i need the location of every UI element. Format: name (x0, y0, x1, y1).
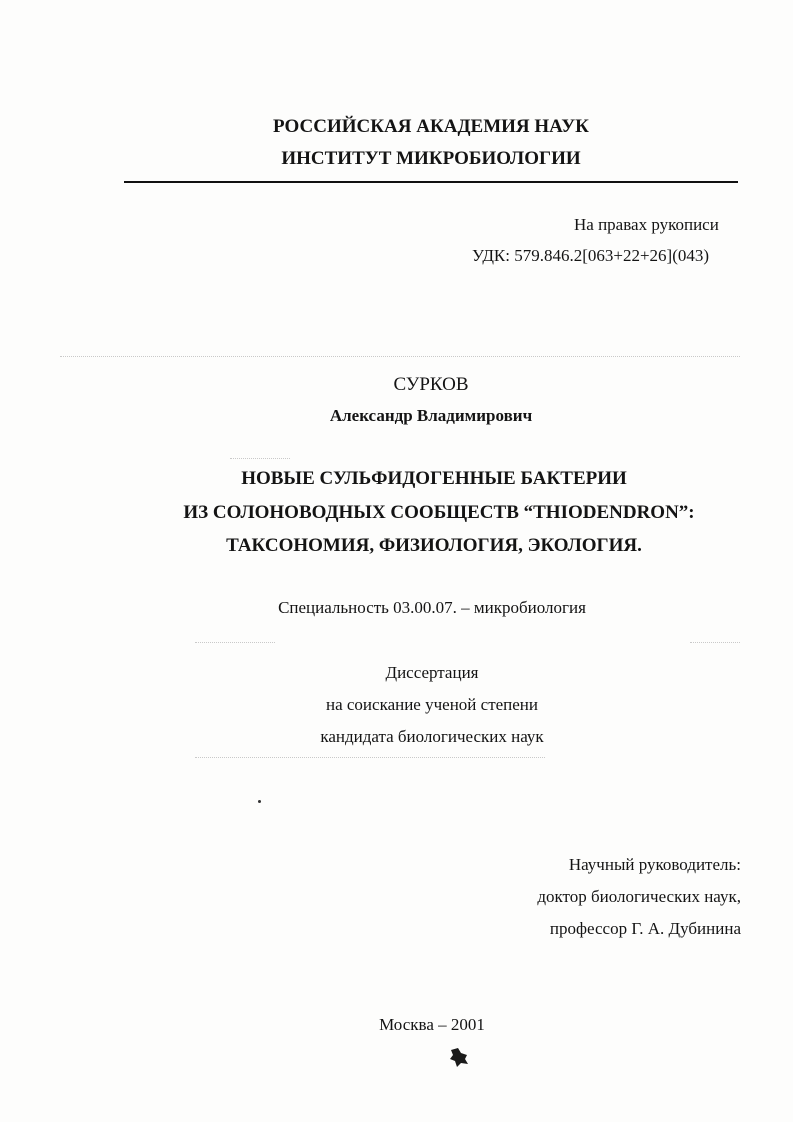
degree-name: кандидата биологических наук (320, 727, 544, 746)
scan-artifact-line (60, 356, 740, 358)
supervisor-name: профессор Г. А. Дубинина (549, 919, 741, 938)
scan-artifact-line (195, 757, 545, 759)
manuscript-rights-label: На правах рукописи (574, 215, 719, 234)
dissertation-title-line-2: ИЗ СОЛОНОВОДНЫХ СООБЩЕСТВ “THIODENDRON”: (183, 502, 695, 523)
supervisor-label: Научный руководитель: (568, 855, 741, 874)
scan-artifact-line (690, 642, 740, 644)
scan-artifact-line (230, 458, 290, 460)
dissertation-title-line-3: ТАКСОНОМИЯ, ФИЗИОЛОГИЯ, ЭКОЛОГИЯ. (226, 535, 642, 556)
dissertation-title-line-1: НОВЫЕ СУЛЬФИДОГЕННЫЕ БАКТЕРИИ (241, 468, 627, 489)
organization-name: РОССИЙСКАЯ АКАДЕМИЯ НАУК (273, 116, 589, 137)
institute-name: ИНСТИТУТ МИКРОБИОЛОГИИ (281, 148, 581, 169)
author-given-names: Александр Владимирович (329, 406, 533, 425)
udc-code: УДК: 579.846.2[063+22+26](043) (472, 246, 710, 265)
supervisor-degree: доктор биологических наук, (537, 887, 741, 906)
ink-blot-icon (448, 1046, 470, 1068)
specialty: Специальность 03.00.07. – микробиология (278, 598, 586, 617)
header-divider (124, 181, 738, 183)
scan-speck (258, 800, 261, 803)
degree-purpose: на соискание ученой степени (325, 695, 539, 714)
dissertation-label: Диссертация (385, 663, 479, 682)
place-and-year: Москва – 2001 (379, 1015, 485, 1034)
author-surname: СУРКОВ (393, 374, 469, 395)
scan-artifact-line (195, 642, 275, 644)
